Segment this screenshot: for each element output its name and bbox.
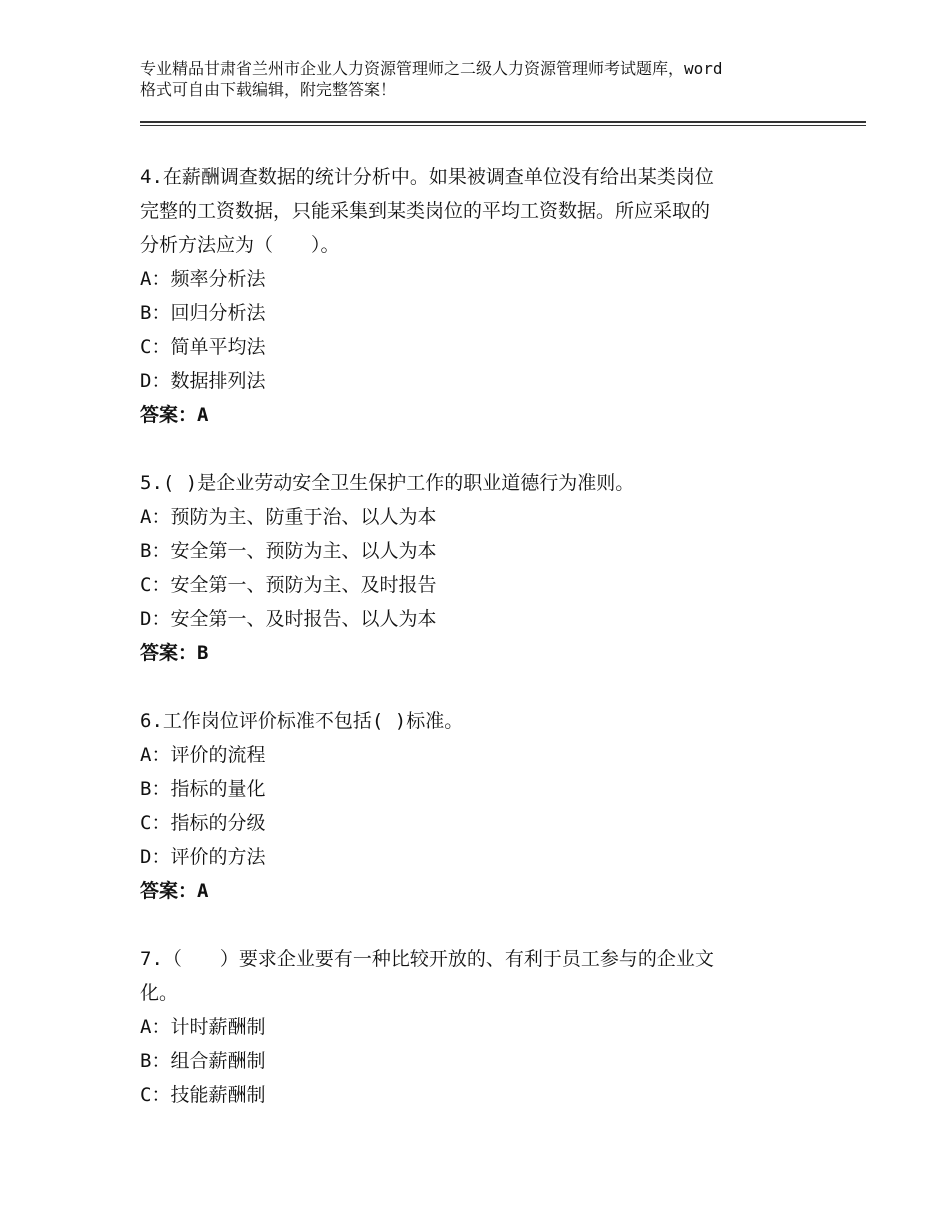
option-c: C：技能薪酬制: [140, 1084, 266, 1106]
option-c: C：安全第一、预防为主、及时报告: [140, 574, 437, 596]
header-divider-thin: [140, 125, 866, 126]
document-header: [140, 58, 830, 100]
question-list: [140, 160, 820, 1146]
answer: 答案：B: [140, 642, 209, 664]
option-b: B：指标的量化: [140, 778, 266, 800]
question-text-line: 5.( )是企业劳动安全卫生保护工作的职业道德行为准则。: [140, 472, 635, 494]
option-d: D：数据排列法: [140, 370, 266, 392]
question-text-line: 完整的工资数据，只能采集到某类岗位的平均工资数据。所应采取的: [140, 200, 711, 222]
option-b: B：组合薪酬制: [140, 1050, 266, 1072]
question-text-line: 分析方法应为（ ）。: [140, 234, 340, 256]
option-a: A：计时薪酬制: [140, 1016, 266, 1038]
answer: 答案：A: [140, 880, 209, 902]
header-divider-thick: [140, 121, 866, 123]
option-d: D：安全第一、及时报告、以人为本: [140, 608, 437, 630]
question-6: [140, 704, 820, 908]
option-a: A：评价的流程: [140, 744, 266, 766]
question-7: [140, 942, 820, 1112]
option-b: B：安全第一、预防为主、以人为本: [140, 540, 437, 562]
option-a: A：预防为主、防重于治、以人为本: [140, 506, 437, 528]
question-text-line: 化。: [140, 982, 179, 1004]
question-4: [140, 160, 820, 432]
option-a: A：频率分析法: [140, 268, 266, 290]
header-title-line-2: 格式可自由下载编辑，附完整答案！: [140, 80, 397, 99]
answer: 答案：A: [140, 404, 209, 426]
option-d: D：评价的方法: [140, 846, 266, 868]
option-b: B：回归分析法: [140, 302, 266, 324]
question-text-line: 6.工作岗位评价标准不包括( )标准。: [140, 710, 464, 732]
question-5: [140, 466, 820, 670]
question-text-line: 4.在薪酬调查数据的统计分析中。如果被调查单位没有给出某类岗位: [140, 166, 714, 188]
option-c: C：指标的分级: [140, 812, 266, 834]
option-c: C：简单平均法: [140, 336, 266, 358]
header-title-line-1: 专业精品甘肃省兰州市企业人力资源管理师之二级人力资源管理师考试题库，word: [140, 59, 723, 78]
question-text-line: 7.（ ）要求企业要有一种比较开放的、有利于员工参与的企业文: [140, 948, 714, 970]
